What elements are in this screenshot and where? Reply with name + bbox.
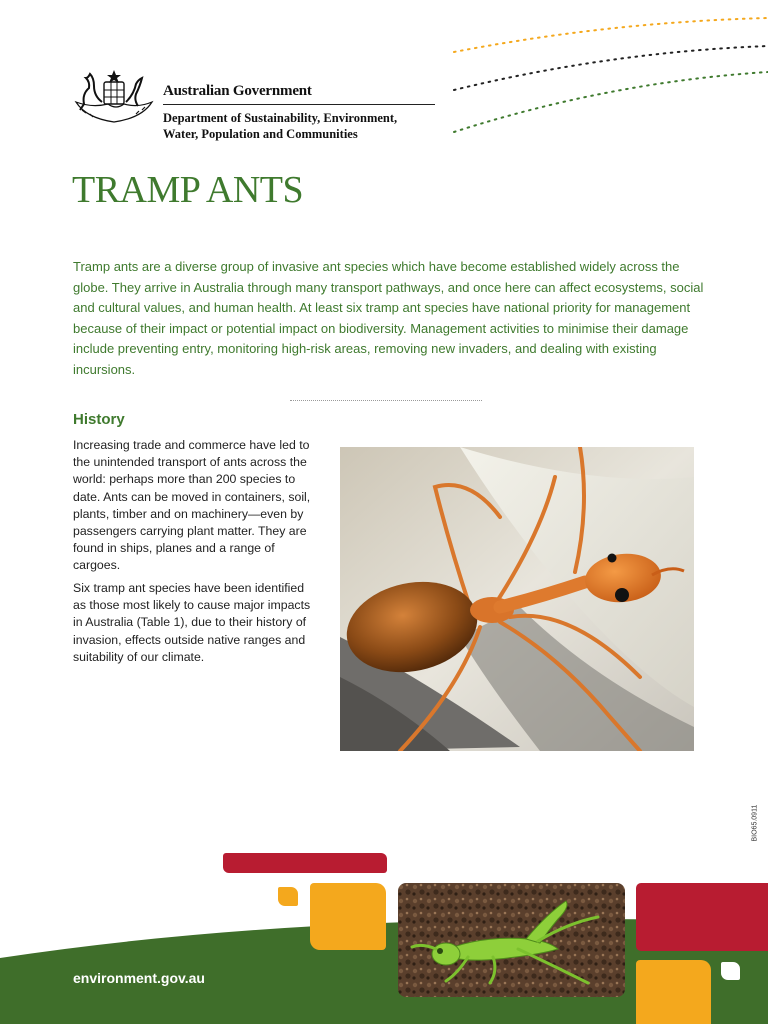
department-name xyxy=(163,110,453,142)
footer-white-chip xyxy=(721,962,740,980)
header-rule xyxy=(163,104,435,105)
footer-yellow-block xyxy=(310,883,386,950)
page-title: TRAMP ANTS xyxy=(72,169,304,211)
footer-website-link[interactable]: environment.gov.au xyxy=(73,970,205,986)
department-line-1: Department of Sustainability, Environment, xyxy=(163,111,398,125)
ant-photo xyxy=(340,447,694,751)
footer-red-block xyxy=(636,883,768,951)
intro-paragraph: Tramp ants are a diverse group of invasive ant species which have become established widely across the globe. They arrive in Australia through many transport pathways, and once here can affect ecosystems, social and cultural values, and human health. At least six tramp ant species have national priority for management because of their impact or potential impact on biodiversity. Management activities to minimise their damage include preventing entry, monitoring high-risk areas, removing new invaders, and dealing with existing incursions. xyxy=(73,259,704,377)
decorative-dotted-arcs xyxy=(440,10,768,140)
history-heading: History xyxy=(73,411,125,428)
history-paragraph-1: Increasing trade and commerce have led to the unintended transport of ants across the world: perhaps more than 200 species to date. Ants can be moved in containers, soil, plants, timber and on machinery—even by passengers carrying plant matter. They are found in ships, planes and a range of cargoes. xyxy=(73,438,311,573)
document-code: BIO65.0911 xyxy=(751,804,759,842)
section-divider xyxy=(290,400,482,401)
coat-of-arms-icon xyxy=(72,66,156,128)
government-name: Australian Government xyxy=(163,83,312,99)
footer-red-bar xyxy=(223,853,387,873)
department-line-2: Water, Population and Communities xyxy=(163,127,358,141)
footer-yellow-chip xyxy=(278,887,298,906)
history-paragraph-2: Six tramp ant species have been identified as those most likely to cause major impacts in Australia (Table 1), due to their history of invasion, effects outside native ranges and suitability of our climate. xyxy=(73,581,311,664)
footer-yellow-block-right xyxy=(636,960,711,1024)
grasshopper-photo xyxy=(398,883,625,997)
